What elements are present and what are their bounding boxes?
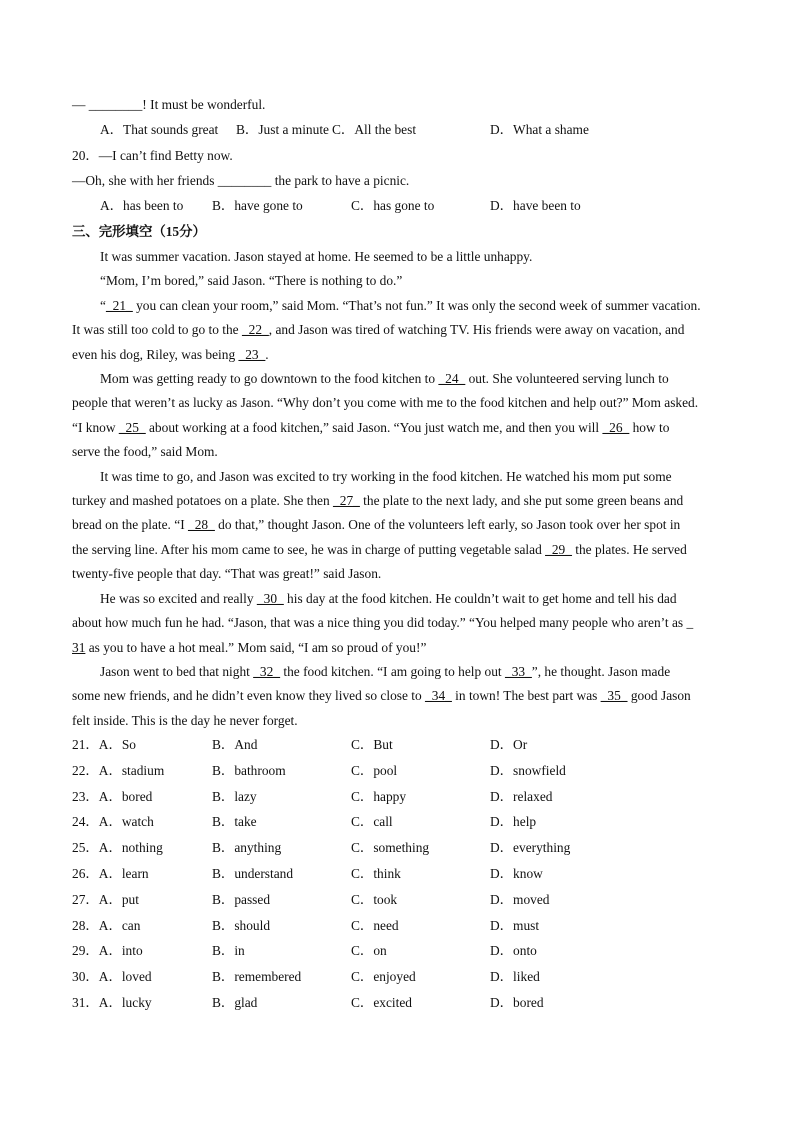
passage-text: the serving line. After his mom came to see, he was in charge of putting vegetable salad xyxy=(72,542,546,557)
q20-options xyxy=(72,196,752,216)
option-a: 31．A．lucky xyxy=(72,995,152,1010)
passage-text: ”, he thought. Jason made xyxy=(531,664,671,679)
option-a: 21．A．So xyxy=(72,737,136,752)
passage-text: He was so excited and really xyxy=(100,591,257,606)
passage-line xyxy=(72,418,669,438)
option-row xyxy=(72,864,752,884)
passage-text: good Jason xyxy=(627,688,691,703)
passage-text: the plate to the next lady, and she put some green beans and xyxy=(359,493,684,508)
blank-24: _24_ xyxy=(438,371,466,386)
option-a: 25．A．nothing xyxy=(72,840,163,856)
passage-text: Jason went to bed that night xyxy=(100,664,254,679)
option-row xyxy=(72,967,752,987)
passage-line: It was summer vacation. Jason stayed at home. He seemed to be a little unhappy. xyxy=(100,249,533,264)
passage-text: turkey and mashed potatoes on a plate. She then xyxy=(72,493,334,508)
passage-text: “ xyxy=(100,298,106,313)
blank-28: _28_ xyxy=(188,517,215,532)
option-b: B．anything xyxy=(212,840,282,856)
q19-option-b: B．Just a minute xyxy=(236,122,329,137)
option-d: D．liked xyxy=(490,969,540,985)
option-a: 28．A．can xyxy=(72,917,141,933)
option-d: D．relaxed xyxy=(490,788,553,804)
passage-text: about how much fun he had. “Jason, that was a nice thing you did today.” “You helped many people who aren’t as xyxy=(72,615,687,630)
option-c: C．need xyxy=(351,917,399,933)
passage-text: out. She volunteered serving lunch to xyxy=(465,371,669,386)
option-a: 26．A．learn xyxy=(72,866,149,881)
blank-31: 31 xyxy=(72,640,86,655)
passage-line: felt inside. This is the day he never forget. xyxy=(72,713,298,728)
option-c: C．something xyxy=(351,840,430,856)
option-c: C．on xyxy=(351,943,387,959)
option-c: C．But xyxy=(351,737,393,752)
option-c: C．excited xyxy=(351,995,412,1010)
passage-line: It was time to go, and Jason was excited to try working in the food kitchen. He watched his mom put some xyxy=(100,469,672,484)
option-b: B．take xyxy=(212,814,257,830)
blank-23: _23_ xyxy=(238,347,266,362)
blank-25: _25_ xyxy=(118,420,146,435)
q20-option-d: D．have been to xyxy=(490,198,581,213)
passage-line: serve the food,” said Mom. xyxy=(72,444,218,459)
option-row xyxy=(72,838,752,858)
passage-line xyxy=(100,662,670,682)
passage-line xyxy=(72,491,683,511)
option-a: 22．A．stadium xyxy=(72,762,165,778)
option-c: C．think xyxy=(351,866,401,881)
option-a: 24．A．watch xyxy=(72,814,154,830)
option-d: D．know xyxy=(490,866,543,881)
option-c: C．took xyxy=(351,891,398,907)
passage-line xyxy=(72,638,426,658)
q20-option-a: A．has been to xyxy=(100,198,184,213)
passage-text: some new friends, and he didn’t even know they lived so close to xyxy=(72,688,426,703)
option-row xyxy=(72,761,752,781)
option-c: C．enjoyed xyxy=(351,969,416,985)
passage-line: “Mom, I’m bored,” said Jason. “There is nothing to do.” xyxy=(100,273,403,288)
passage-text: the food kitchen. “I am going to help out xyxy=(280,664,506,679)
option-a: 27．A．put xyxy=(72,891,139,907)
q19-stem-line: — ________! It must be wonderful. xyxy=(72,97,266,112)
option-d: D．bored xyxy=(490,995,544,1010)
passage-line xyxy=(72,320,684,340)
blank-32: _32_ xyxy=(253,664,281,679)
passage-text: even his dog, Riley, was being xyxy=(72,347,239,362)
blank-26: _26_ xyxy=(602,420,630,435)
passage-text: in town! The best part was xyxy=(451,688,601,703)
passage-text: how to xyxy=(629,420,670,435)
passage-line: people that weren’t as lucky as Jason. “Why don’t you come with me to the food kitchen and help out?” Mom asked. xyxy=(72,395,699,410)
passage-text: you can clean your room,” said Mom. “That’s not fun.” It was only the second week of summer vacation. xyxy=(132,298,701,313)
passage-text: do that,” thought Jason. One of the volunteers left early, so Jason took over her spot in xyxy=(214,517,681,532)
q20-option-c: C．has gone to xyxy=(351,198,435,213)
q19-options xyxy=(72,120,752,140)
passage-line xyxy=(72,540,687,560)
option-row xyxy=(72,916,752,936)
passage-text: about working at a food kitchen,” said Jason. “You just watch me, and then you will xyxy=(145,420,603,435)
option-b: B．bathroom xyxy=(212,762,286,778)
section-heading: 三、完形填空（15分） xyxy=(72,224,206,239)
q19-option-c: C．All the best xyxy=(332,122,417,137)
q20-stem-reply: —Oh, she with her friends ________ the park to have a picnic. xyxy=(72,173,410,188)
q19-option-d: D．What a shame xyxy=(490,122,589,137)
passage-text: . xyxy=(265,347,269,362)
passage-line xyxy=(72,345,269,365)
option-d: D．Or xyxy=(490,737,528,752)
option-b: B．remembered xyxy=(212,969,302,985)
passage-text: his day at the food kitchen. He couldn’t wait to get home and tell his dad xyxy=(283,591,677,606)
blank-21: _21_ xyxy=(105,298,133,313)
option-c: C．happy xyxy=(351,788,407,804)
option-a: 29．A．into xyxy=(72,943,143,959)
passage-text: , and Jason was tired of watching TV. His friends were away on vacation, and xyxy=(268,322,685,337)
option-d: D．help xyxy=(490,814,537,830)
blank-33: _33_ xyxy=(505,664,532,679)
passage-line xyxy=(100,296,701,316)
option-b: B．lazy xyxy=(212,788,257,804)
passage-text: “I know xyxy=(72,420,119,435)
option-a: 23．A．bored xyxy=(72,788,153,804)
option-b: B．in xyxy=(212,943,245,959)
option-d: D．moved xyxy=(490,891,550,907)
option-b: B．And xyxy=(212,737,258,752)
passage-line xyxy=(72,686,691,706)
option-row xyxy=(72,787,752,807)
blank-29: _29_ xyxy=(545,542,572,557)
option-b: B．should xyxy=(212,917,271,933)
passage-line xyxy=(100,369,669,389)
passage-text: Mom was getting ready to go downtown to the food kitchen to xyxy=(100,371,439,386)
passage-line xyxy=(72,515,680,535)
blank-30: _30_ xyxy=(256,591,284,606)
passage-line xyxy=(100,589,677,609)
q19-option-a: A．That sounds great xyxy=(100,122,219,137)
passage-text: It was still too cold to go to the xyxy=(72,322,242,337)
passage-text: _ xyxy=(686,615,694,630)
blank-22: _22_ xyxy=(241,322,269,337)
option-b: B．passed xyxy=(212,891,271,907)
option-d: D．onto xyxy=(490,943,537,959)
passage-text: as you to have a hot meal.” Mom said, “I am so proud of you!” xyxy=(85,640,427,655)
passage-text: the plates. He served xyxy=(571,542,687,557)
option-row xyxy=(72,812,752,832)
option-c: C．pool xyxy=(351,762,398,778)
option-row xyxy=(72,735,752,755)
option-d: D．everything xyxy=(490,840,571,856)
blank-27: _27_ xyxy=(333,493,360,508)
option-b: B．glad xyxy=(212,995,258,1010)
option-row xyxy=(72,993,752,1013)
passage-line xyxy=(72,613,693,633)
option-d: D．must xyxy=(490,917,540,933)
passage-text: bread on the plate. “I xyxy=(72,517,188,532)
option-row xyxy=(72,941,752,961)
option-b: B．understand xyxy=(212,866,294,881)
passage-line: twenty-five people that day. “That was great!” said Jason. xyxy=(72,566,382,581)
q20-stem: 20．—I can’t find Betty now. xyxy=(72,148,233,163)
option-c: C．call xyxy=(351,814,393,830)
blank-34: _34_ xyxy=(425,688,452,703)
option-row xyxy=(72,890,752,910)
option-a: 30．A．loved xyxy=(72,969,152,985)
blank-35: _35_ xyxy=(600,688,628,703)
option-d: D．snowfield xyxy=(490,762,566,778)
q20-option-b: B．have gone to xyxy=(212,198,303,213)
